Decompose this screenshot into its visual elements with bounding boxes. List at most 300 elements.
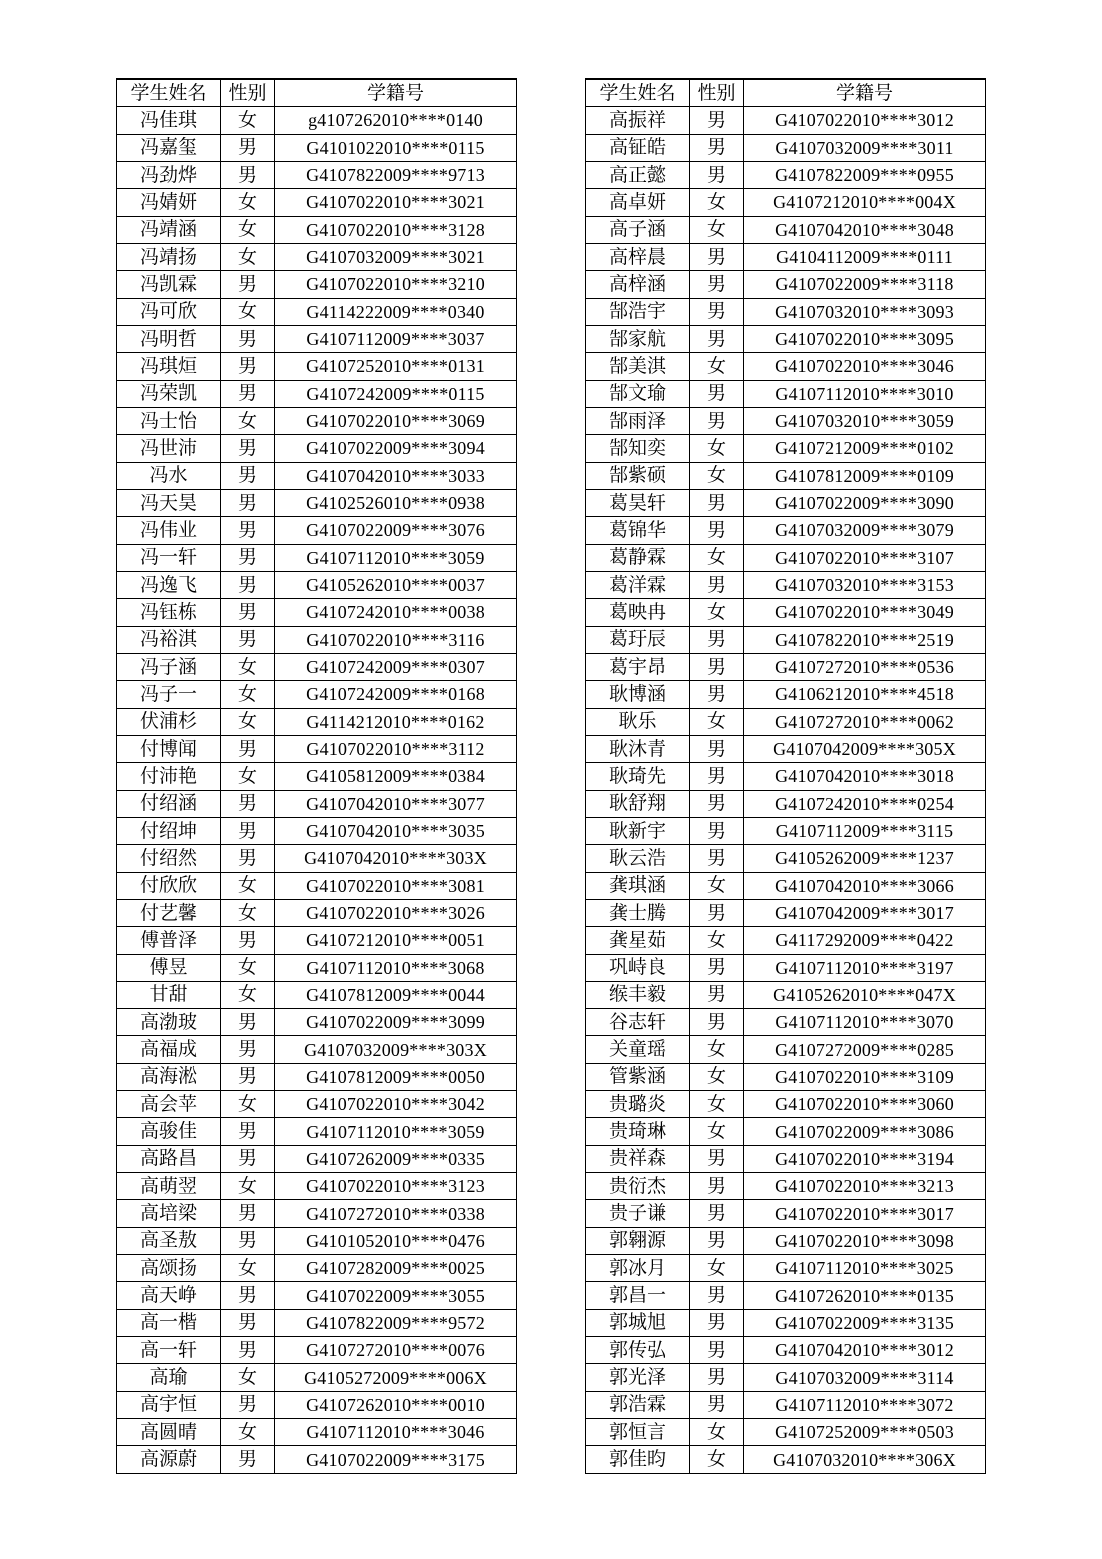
table-row	[117, 681, 517, 708]
table-row	[586, 243, 986, 270]
gender-cell: 男	[690, 763, 744, 790]
student-id-cell: G4107822009****9572	[275, 1309, 517, 1336]
gender-cell: 男	[221, 517, 275, 544]
table-row	[117, 1036, 517, 1063]
gender-cell: 男	[690, 1391, 744, 1418]
table-row	[117, 872, 517, 899]
gender-cell: 男	[690, 325, 744, 352]
gender-cell: 男	[221, 462, 275, 489]
student-name-cell: 葛映冉	[586, 599, 690, 626]
student-id-cell: G4107242009****0115	[275, 380, 517, 407]
student-name-cell: 高圆晴	[117, 1419, 221, 1446]
table-row	[586, 872, 986, 899]
table-body-left	[117, 107, 517, 1473]
student-name-cell: 冯水	[117, 462, 221, 489]
gender-cell: 女	[221, 708, 275, 735]
student-name-cell: 郭光泽	[586, 1364, 690, 1391]
student-name-cell: 高圣敖	[117, 1227, 221, 1254]
table-row	[586, 1391, 986, 1418]
student-name-cell: 高骏佳	[117, 1118, 221, 1145]
student-id-cell: G4107112010****3197	[744, 954, 986, 981]
gender-cell: 男	[690, 626, 744, 653]
student-name-cell: 郭浩霖	[586, 1391, 690, 1418]
gender-cell: 男	[221, 599, 275, 626]
table-row	[586, 1255, 986, 1282]
student-id-cell: G4107822009****0955	[744, 161, 986, 188]
gender-cell: 女	[690, 462, 744, 489]
student-name-cell: 龚星茹	[586, 927, 690, 954]
table-row	[586, 845, 986, 872]
table-row	[586, 134, 986, 161]
table-body-right	[586, 107, 986, 1473]
header-gender: 性别	[690, 79, 744, 107]
gender-cell: 女	[221, 107, 275, 134]
gender-cell: 男	[221, 544, 275, 571]
table-row	[117, 954, 517, 981]
student-id-cell: G4107022009****3099	[275, 1009, 517, 1036]
gender-cell: 女	[690, 1255, 744, 1282]
gender-cell: 男	[221, 1391, 275, 1418]
table-row	[586, 1309, 986, 1336]
student-id-cell: G4107032009****3114	[744, 1364, 986, 1391]
student-name-cell: 耿舒翔	[586, 790, 690, 817]
student-name-cell: 冯明哲	[117, 325, 221, 352]
table-row	[586, 817, 986, 844]
table-row	[586, 1091, 986, 1118]
gender-cell: 女	[221, 1255, 275, 1282]
student-name-cell: 郜知奕	[586, 435, 690, 462]
student-name-cell: 付艺馨	[117, 899, 221, 926]
table-row	[117, 1309, 517, 1336]
student-id-cell: G4107042009****3017	[744, 899, 986, 926]
student-name-cell: 傅昱	[117, 954, 221, 981]
student-id-cell: G4107022010****3116	[275, 626, 517, 653]
gender-cell: 女	[221, 763, 275, 790]
gender-cell: 女	[690, 216, 744, 243]
student-name-cell: 郜文瑜	[586, 380, 690, 407]
table-row	[586, 1337, 986, 1364]
student-name-cell: 葛宇昂	[586, 653, 690, 680]
student-id-cell: G4107252009****0503	[744, 1419, 986, 1446]
student-name-cell: 高源蔚	[117, 1446, 221, 1473]
student-id-cell: G4107022010****3060	[744, 1091, 986, 1118]
student-name-cell: 葛玗辰	[586, 626, 690, 653]
gender-cell: 男	[690, 981, 744, 1008]
gender-cell: 女	[690, 189, 744, 216]
student-name-cell: 贵璐炎	[586, 1091, 690, 1118]
table-row	[117, 353, 517, 380]
student-id-cell: G4114212010****0162	[275, 708, 517, 735]
student-name-cell: 耿云浩	[586, 845, 690, 872]
student-id-cell: G4114222009****0340	[275, 298, 517, 325]
student-name-cell: 葛锦华	[586, 517, 690, 544]
gender-cell: 男	[690, 489, 744, 516]
student-name-cell: 冯逸飞	[117, 571, 221, 598]
table-row	[586, 899, 986, 926]
student-name-cell: 郭传弘	[586, 1337, 690, 1364]
student-name-cell: 郭昌一	[586, 1282, 690, 1309]
student-id-cell: G4101052010****0476	[275, 1227, 517, 1254]
student-name-cell: 耿新宇	[586, 817, 690, 844]
student-id-cell: G4107262009****0335	[275, 1145, 517, 1172]
table-row	[586, 927, 986, 954]
table-row	[117, 1227, 517, 1254]
student-id-cell: G4107042010****303X	[275, 845, 517, 872]
table-row	[586, 1145, 986, 1172]
gender-cell: 男	[690, 1227, 744, 1254]
student-name-cell: 缑丰毅	[586, 981, 690, 1008]
table-row	[117, 407, 517, 434]
student-id-cell: G4107022010****3012	[744, 107, 986, 134]
table-row	[586, 763, 986, 790]
student-name-cell: 冯伟业	[117, 517, 221, 544]
table-row	[117, 817, 517, 844]
gender-cell: 男	[221, 1118, 275, 1145]
table-row	[586, 271, 986, 298]
student-id-cell: G4117292009****0422	[744, 927, 986, 954]
table-row	[586, 735, 986, 762]
gender-cell: 女	[690, 1118, 744, 1145]
table-row	[586, 1173, 986, 1200]
table-row	[117, 599, 517, 626]
student-id-cell: G4107112010****3059	[275, 1118, 517, 1145]
gender-cell: 男	[221, 735, 275, 762]
gender-cell: 男	[690, 735, 744, 762]
student-name-cell: 高振祥	[586, 107, 690, 134]
gender-cell: 女	[221, 1091, 275, 1118]
student-id-cell: G4107272010****0076	[275, 1337, 517, 1364]
table-row	[586, 1227, 986, 1254]
gender-cell: 女	[221, 1173, 275, 1200]
student-name-cell: 龚士腾	[586, 899, 690, 926]
table-row	[117, 899, 517, 926]
gender-cell: 男	[690, 1364, 744, 1391]
gender-cell: 男	[690, 1145, 744, 1172]
table-row	[117, 708, 517, 735]
student-name-cell: 付沛艳	[117, 763, 221, 790]
gender-cell: 男	[221, 845, 275, 872]
table-row	[586, 653, 986, 680]
student-id-cell: G4107032009****3021	[275, 243, 517, 270]
student-name-cell: 高钲皓	[586, 134, 690, 161]
gender-cell: 男	[690, 1309, 744, 1336]
student-id-cell: G4107822010****2519	[744, 626, 986, 653]
student-id-cell: G4107042010****3066	[744, 872, 986, 899]
header-student-name: 学生姓名	[117, 79, 221, 107]
student-id-cell: G4107022009****3094	[275, 435, 517, 462]
student-id-cell: G4106212010****4518	[744, 681, 986, 708]
table-row	[117, 1091, 517, 1118]
gender-cell: 女	[690, 1091, 744, 1118]
student-name-cell: 伏浦杉	[117, 708, 221, 735]
table-row	[586, 1282, 986, 1309]
student-id-cell: G4107212010****004X	[744, 189, 986, 216]
student-name-cell: 冯士怡	[117, 407, 221, 434]
student-id-cell: G4107022009****3076	[275, 517, 517, 544]
table-row	[117, 271, 517, 298]
student-name-cell: 高一楷	[117, 1309, 221, 1336]
student-name-cell: 冯嘉玺	[117, 134, 221, 161]
student-name-cell: 高海淞	[117, 1063, 221, 1090]
student-id-cell: G4107032010****306X	[744, 1446, 986, 1473]
gender-cell: 女	[221, 653, 275, 680]
student-id-cell: g4107262010****0140	[275, 107, 517, 134]
table-row	[586, 1200, 986, 1227]
student-name-cell: 付欣欣	[117, 872, 221, 899]
student-name-cell: 冯琪烜	[117, 353, 221, 380]
student-name-cell: 贵衍杰	[586, 1173, 690, 1200]
student-id-cell: G4107022009****3135	[744, 1309, 986, 1336]
student-id-cell: G4107242010****0254	[744, 790, 986, 817]
table-row	[117, 489, 517, 516]
student-id-cell: G4107262010****0010	[275, 1391, 517, 1418]
gender-cell: 女	[690, 599, 744, 626]
student-id-cell: G4107032010****3153	[744, 571, 986, 598]
student-name-cell: 冯凯霖	[117, 271, 221, 298]
header-gender: 性别	[221, 79, 275, 107]
student-id-cell: G4107022009****3175	[275, 1446, 517, 1473]
table-row	[117, 845, 517, 872]
table-row	[117, 735, 517, 762]
student-name-cell: 冯子涵	[117, 653, 221, 680]
gender-cell: 男	[690, 845, 744, 872]
student-id-cell: G4107242010****0038	[275, 599, 517, 626]
student-id-cell: G4107022010****3107	[744, 544, 986, 571]
student-id-cell: G4107112010****3070	[744, 1009, 986, 1036]
gender-cell: 女	[690, 435, 744, 462]
gender-cell: 女	[690, 544, 744, 571]
gender-cell: 男	[221, 380, 275, 407]
table-row	[586, 189, 986, 216]
student-name-cell: 甘甜	[117, 981, 221, 1008]
gender-cell: 男	[690, 1337, 744, 1364]
gender-cell: 男	[690, 790, 744, 817]
gender-cell: 男	[690, 271, 744, 298]
table-row	[586, 107, 986, 134]
student-name-cell: 冯婧妍	[117, 189, 221, 216]
student-id-cell: G4107252010****0131	[275, 353, 517, 380]
gender-cell: 男	[690, 134, 744, 161]
student-id-cell: G4105812009****0384	[275, 763, 517, 790]
student-id-cell: G4107022009****3118	[744, 271, 986, 298]
student-id-cell: G4105262010****047X	[744, 981, 986, 1008]
gender-cell: 男	[221, 1337, 275, 1364]
student-id-cell: G4107822009****9713	[275, 161, 517, 188]
student-name-cell: 付博闻	[117, 735, 221, 762]
student-name-cell: 郜雨泽	[586, 407, 690, 434]
student-name-cell: 高正懿	[586, 161, 690, 188]
student-id-cell: G4107022010****3112	[275, 735, 517, 762]
table-row	[117, 1200, 517, 1227]
student-name-cell: 冯佳琪	[117, 107, 221, 134]
student-name-cell: 贵子谦	[586, 1200, 690, 1227]
gender-cell: 女	[221, 954, 275, 981]
gender-cell: 女	[690, 1419, 744, 1446]
student-name-cell: 冯靖涵	[117, 216, 221, 243]
student-id-cell: G4107022010****3049	[744, 599, 986, 626]
gender-cell: 女	[690, 1446, 744, 1473]
student-id-cell: G4107262010****0135	[744, 1282, 986, 1309]
gender-cell: 女	[221, 189, 275, 216]
student-name-cell: 巩峙良	[586, 954, 690, 981]
table-row	[586, 353, 986, 380]
gender-cell: 男	[690, 243, 744, 270]
student-id-cell: G4107212010****0051	[275, 927, 517, 954]
student-name-cell: 龚琪涵	[586, 872, 690, 899]
gender-cell: 男	[221, 817, 275, 844]
table-row	[117, 1145, 517, 1172]
table-row	[117, 435, 517, 462]
table-row	[117, 1173, 517, 1200]
student-id-cell: G4107042010****3035	[275, 817, 517, 844]
student-name-cell: 傅普泽	[117, 927, 221, 954]
table-row	[117, 216, 517, 243]
gender-cell: 女	[221, 1419, 275, 1446]
student-name-cell: 高渤玻	[117, 1009, 221, 1036]
student-name-cell: 冯世沛	[117, 435, 221, 462]
student-name-cell: 冯子一	[117, 681, 221, 708]
student-name-cell: 高梓涵	[586, 271, 690, 298]
header-student-id: 学籍号	[744, 79, 986, 107]
student-name-cell: 耿沐青	[586, 735, 690, 762]
gender-cell: 男	[690, 298, 744, 325]
student-id-cell: G4107032009****3079	[744, 517, 986, 544]
table-row	[117, 927, 517, 954]
table-row	[117, 1063, 517, 1090]
gender-cell: 女	[690, 872, 744, 899]
student-id-cell: G4107032009****303X	[275, 1036, 517, 1063]
student-id-cell: G4107242009****0168	[275, 681, 517, 708]
student-id-cell: G4107022010****3210	[275, 271, 517, 298]
student-id-cell: G4107112009****3115	[744, 817, 986, 844]
student-name-cell: 高会苹	[117, 1091, 221, 1118]
student-name-cell: 高卓妍	[586, 189, 690, 216]
student-name-cell: 高一轩	[117, 1337, 221, 1364]
gender-cell: 女	[221, 407, 275, 434]
student-id-cell: G4107032010****3093	[744, 298, 986, 325]
student-name-cell: 耿乐	[586, 708, 690, 735]
gender-cell: 男	[690, 1200, 744, 1227]
gender-cell: 女	[221, 298, 275, 325]
gender-cell: 男	[221, 1036, 275, 1063]
table-header-row	[586, 79, 986, 107]
student-name-cell: 郭冰月	[586, 1255, 690, 1282]
student-id-cell: G4107282009****0025	[275, 1255, 517, 1282]
gender-cell: 男	[690, 954, 744, 981]
gender-cell: 男	[690, 571, 744, 598]
gender-cell: 男	[221, 161, 275, 188]
table-row	[117, 653, 517, 680]
table-row	[586, 1118, 986, 1145]
student-id-cell: G4107022010****3042	[275, 1091, 517, 1118]
student-id-cell: G4107032010****3059	[744, 407, 986, 434]
table-row	[586, 681, 986, 708]
table-row	[117, 1419, 517, 1446]
table-row	[586, 1419, 986, 1446]
gender-cell: 女	[221, 981, 275, 1008]
gender-cell: 男	[221, 626, 275, 653]
gender-cell: 男	[221, 489, 275, 516]
table-row	[117, 1118, 517, 1145]
table-row	[117, 243, 517, 270]
header-student-name: 学生姓名	[586, 79, 690, 107]
table-row	[586, 325, 986, 352]
gender-cell: 男	[221, 353, 275, 380]
student-name-cell: 高瑜	[117, 1364, 221, 1391]
table-row	[117, 1255, 517, 1282]
student-name-cell: 郭翱源	[586, 1227, 690, 1254]
student-id-cell: G4102526010****0938	[275, 489, 517, 516]
table-row	[117, 763, 517, 790]
gender-cell: 男	[690, 899, 744, 926]
gender-cell: 女	[221, 216, 275, 243]
student-id-cell: G4107022010****3026	[275, 899, 517, 926]
table-row	[117, 325, 517, 352]
student-id-cell: G4107212009****0102	[744, 435, 986, 462]
student-id-cell: G4107272009****0285	[744, 1036, 986, 1063]
student-id-cell: G4107042010****3018	[744, 763, 986, 790]
student-id-cell: G4107022010****3095	[744, 325, 986, 352]
student-id-cell: G4105262009****1237	[744, 845, 986, 872]
student-name-cell: 高颂扬	[117, 1255, 221, 1282]
student-name-cell: 耿琦先	[586, 763, 690, 790]
student-id-cell: G4107022010****3098	[744, 1227, 986, 1254]
gender-cell: 女	[690, 353, 744, 380]
gender-cell: 男	[690, 517, 744, 544]
student-table-left	[116, 78, 517, 1474]
student-name-cell: 高路昌	[117, 1145, 221, 1172]
student-id-cell: G4107112010****3025	[744, 1255, 986, 1282]
gender-cell: 女	[690, 708, 744, 735]
table-row	[117, 1282, 517, 1309]
student-id-cell: G4107022010****3128	[275, 216, 517, 243]
table-row	[586, 708, 986, 735]
gender-cell: 男	[221, 1009, 275, 1036]
table-row	[586, 1364, 986, 1391]
table-row	[586, 489, 986, 516]
student-name-cell: 冯荣凯	[117, 380, 221, 407]
table-row	[117, 981, 517, 1008]
gender-cell: 女	[221, 243, 275, 270]
gender-cell: 男	[690, 1282, 744, 1309]
gender-cell: 男	[221, 571, 275, 598]
student-name-cell: 高宇恒	[117, 1391, 221, 1418]
student-id-cell: G4107042010****3077	[275, 790, 517, 817]
student-name-cell: 葛静霖	[586, 544, 690, 571]
table-row	[586, 380, 986, 407]
table-row	[117, 517, 517, 544]
student-name-cell: 高子涵	[586, 216, 690, 243]
student-id-cell: G4107022009****3086	[744, 1118, 986, 1145]
gender-cell: 男	[221, 927, 275, 954]
table-row	[117, 626, 517, 653]
student-name-cell: 管紫涵	[586, 1063, 690, 1090]
gender-cell: 男	[690, 107, 744, 134]
table-row	[586, 571, 986, 598]
gender-cell: 女	[221, 899, 275, 926]
student-name-cell: 高培梁	[117, 1200, 221, 1227]
student-name-cell: 冯钰栋	[117, 599, 221, 626]
gender-cell: 男	[221, 435, 275, 462]
table-row	[586, 981, 986, 1008]
student-id-cell: G4107272010****0536	[744, 653, 986, 680]
gender-cell: 男	[221, 1227, 275, 1254]
gender-cell: 男	[690, 817, 744, 844]
gender-cell: 男	[221, 1145, 275, 1172]
student-name-cell: 葛洋霖	[586, 571, 690, 598]
table-row	[586, 435, 986, 462]
header-student-id: 学籍号	[275, 79, 517, 107]
